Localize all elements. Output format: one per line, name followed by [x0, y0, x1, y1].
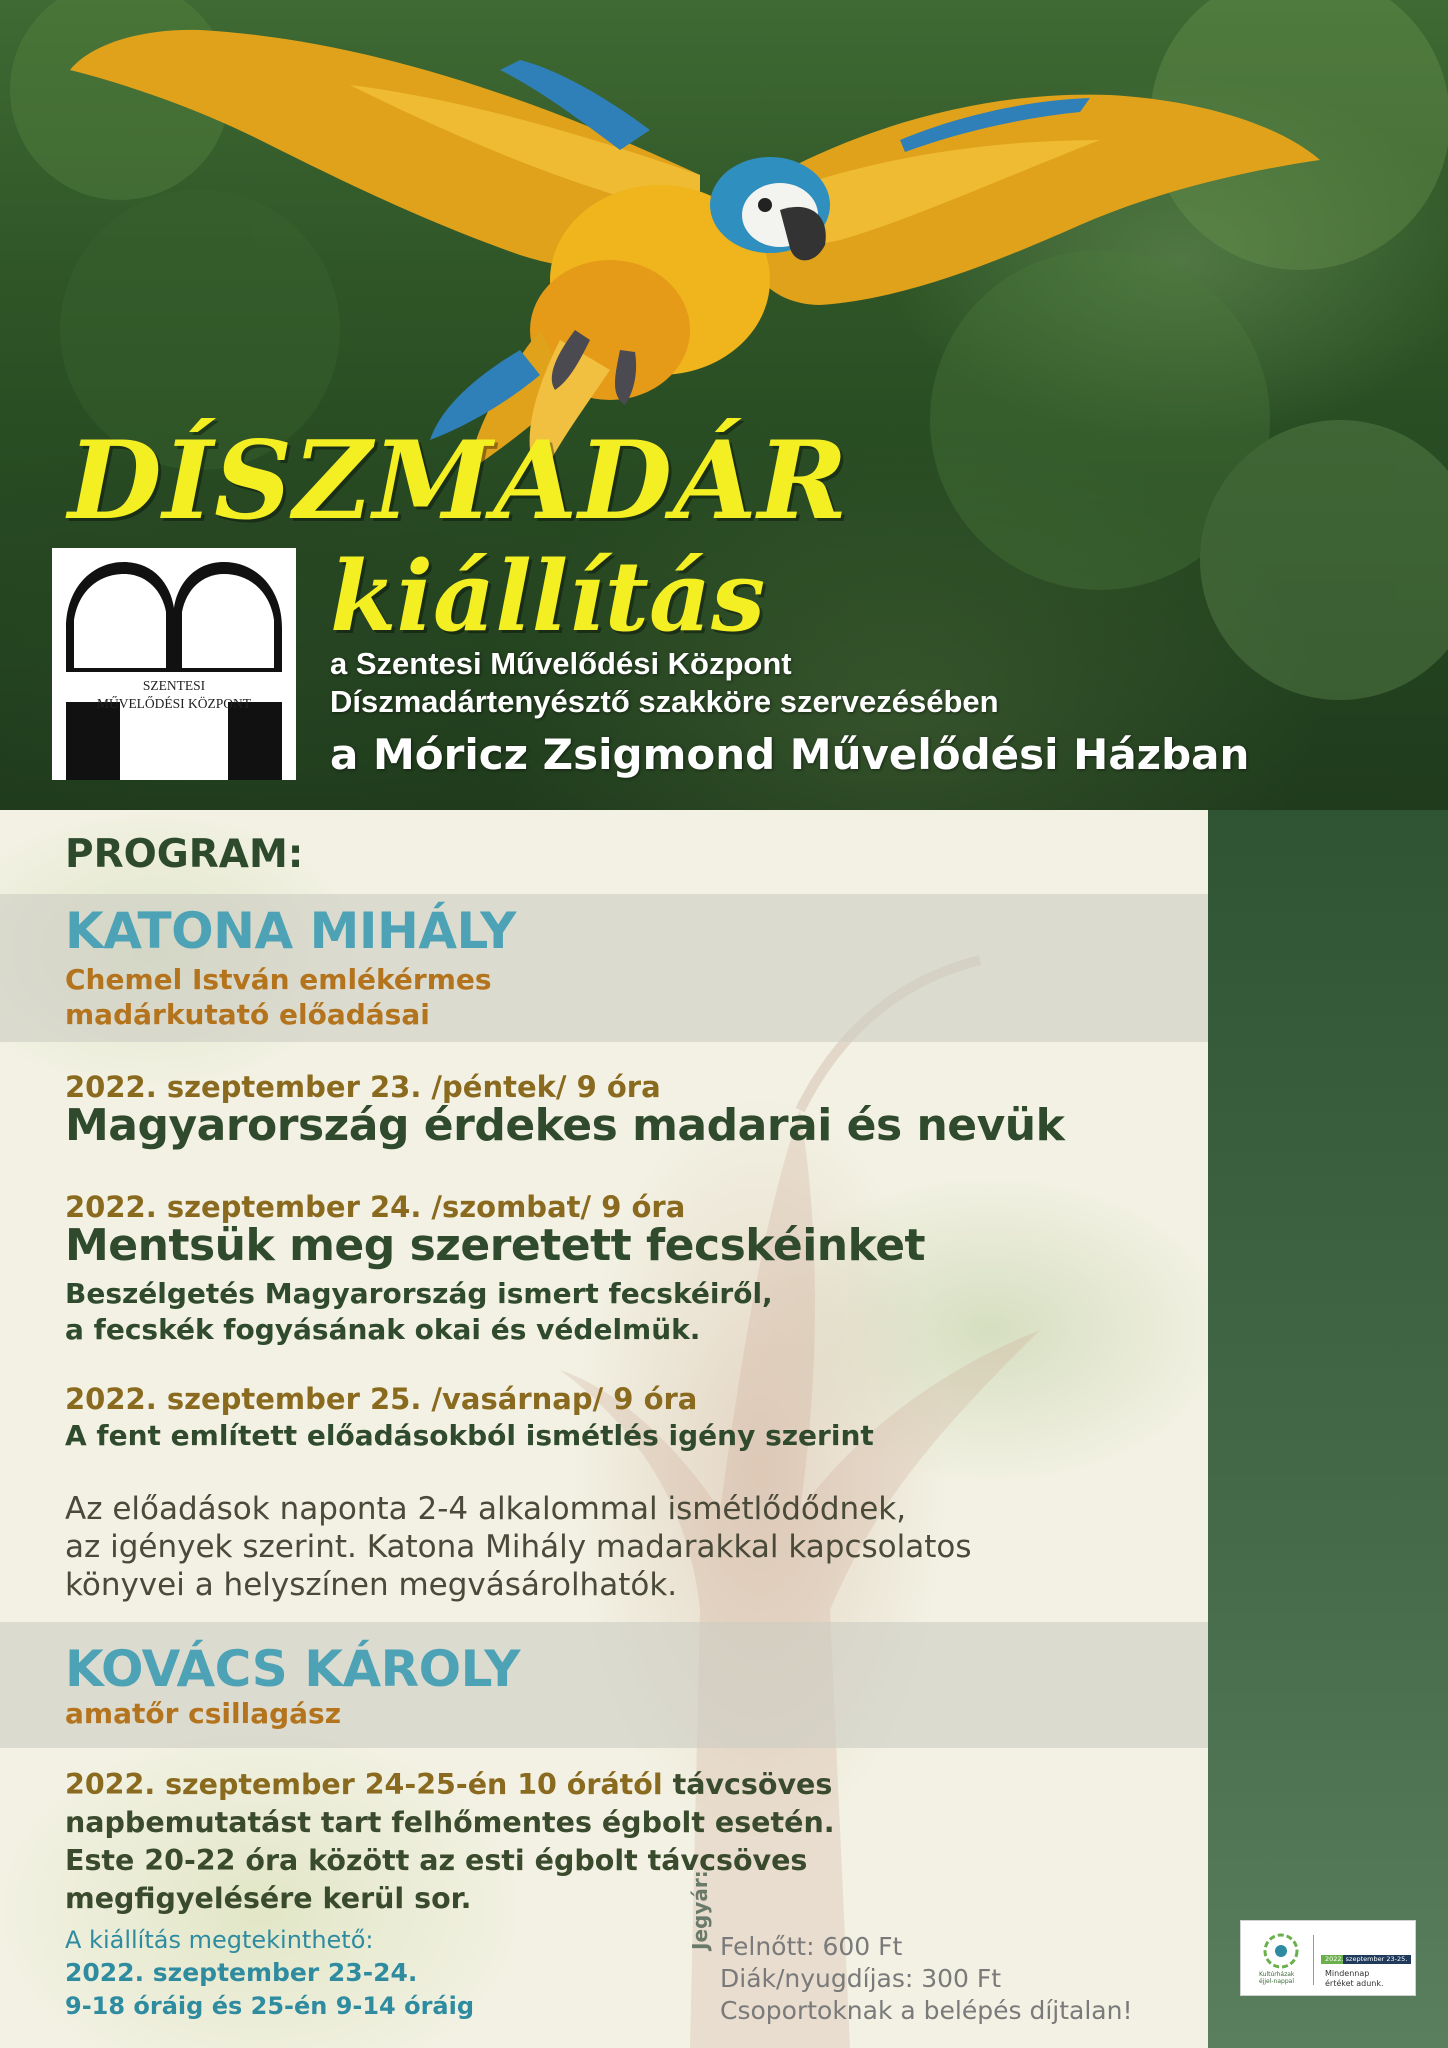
ticket-adult: Felnőtt: 600 Ft — [720, 1932, 903, 1961]
astronomy-text — [65, 1766, 835, 1918]
event-2-desc-line1: Beszélgetés Magyarország ismert fecskéiről, — [65, 1277, 773, 1310]
badge-divider — [1313, 1935, 1314, 1985]
hero-banner — [0, 0, 1448, 810]
event-2-date: 2022. szeptember 24. /szombat/ 9 óra — [65, 1190, 686, 1224]
visiting-dates: 2022. szeptember 23-24. — [65, 1958, 418, 1987]
program-heading: PROGRAM: — [65, 832, 304, 877]
visiting-hours: 9-18 óráig és 25-én 9-14 óráig — [65, 1992, 475, 2020]
repeat-note-line3: könyvei a helyszínen megvásárolhatók. — [65, 1567, 678, 1603]
ticket-label: Jegyár: — [688, 1870, 712, 1950]
repeat-note-line1: Az előadások naponta 2-4 alkalommal ismétlődődnek, — [65, 1491, 907, 1527]
astronomy-line4: megfigyelésére kerül sor. — [65, 1882, 472, 1915]
astronomy-line1 — [65, 1766, 835, 1804]
venue-line: a Móricz Zsigmond Művelődési Házban — [330, 730, 1250, 779]
astronomy-line2: napbemutatást tart felhőmentes égbolt esetén. — [65, 1806, 835, 1839]
visiting-label: A kiállítás megtekinthető: — [65, 1926, 374, 1954]
badge-line1: Mindennap — [1325, 1969, 1370, 1978]
speaker-role-1-line2: madárkutató előadásai — [65, 998, 430, 1031]
event-1-title: Magyarország érdekes madarai és nevük — [65, 1100, 1065, 1151]
badge-date: 2022. szeptember 23-25. — [1325, 1955, 1408, 1963]
repeat-note — [65, 1490, 972, 1604]
organizer-line-1: a Szentesi Művelődési Központ — [330, 646, 792, 681]
astronomy-date-highlight: 2022. szeptember 24-25-én 10 órától — [65, 1768, 663, 1801]
ticket-groups: Csoportoknak a belépés díjtalan! — [720, 1996, 1133, 2025]
badge-line2: értéket adunk. — [1325, 1979, 1384, 1988]
speaker-name-2: KOVÁCS KÁROLY — [65, 1640, 520, 1698]
kulturhazak-badge — [1240, 1920, 1416, 1996]
repeat-note-line2: az igények szerint. Katona Mihály madarakkal kapcsolatos — [65, 1529, 972, 1565]
event-1-date: 2022. szeptember 23. /péntek/ 9 óra — [65, 1070, 661, 1104]
astronomy-line1-rest: távcsöves — [662, 1768, 833, 1801]
event-2-desc-line2: a fecskék fogyásának okai és védelmük. — [65, 1313, 701, 1346]
kulturhazak-circle-logo — [1261, 1931, 1301, 1971]
speaker-name-1: KATONA MIHÁLY — [65, 902, 516, 960]
event-3-date: 2022. szeptember 25. /vasárnap/ 9 óra — [65, 1382, 698, 1416]
badge-small-text — [1259, 1971, 1294, 1985]
event-3-desc: A fent említett előadásokból ismétlés igény szerint — [65, 1419, 874, 1452]
badge-small-line2: éjjel-nappal — [1259, 1978, 1294, 1985]
speaker-role-1 — [65, 962, 492, 1032]
logo-text-line2: MŰVELŐDÉSI KÖZPONT — [96, 696, 252, 711]
title-sub: kiállítás — [330, 540, 766, 653]
speaker-role-1-line1: Chemel István emlékérmes — [65, 963, 492, 996]
event-2-title: Mentsük meg szeretett fecskéinket — [65, 1220, 926, 1271]
badge-small-line1: Kultúrházak — [1259, 1971, 1295, 1978]
ticket-student: Diák/nyugdíjas: 300 Ft — [720, 1964, 1002, 1993]
arch-m-logo — [52, 548, 296, 780]
logo-text-line1: SZENTESI — [142, 678, 206, 693]
speaker-role-2: amatőr csillagász — [65, 1697, 341, 1730]
title-main: DÍSZMADÁR — [68, 418, 849, 544]
organizer-line-2: Díszmadártenyésztő szakköre szervezésében — [330, 684, 999, 719]
event-2-desc — [65, 1276, 773, 1348]
astronomy-line3: Este 20-22 óra között az esti égbolt távcsöves — [65, 1844, 808, 1877]
